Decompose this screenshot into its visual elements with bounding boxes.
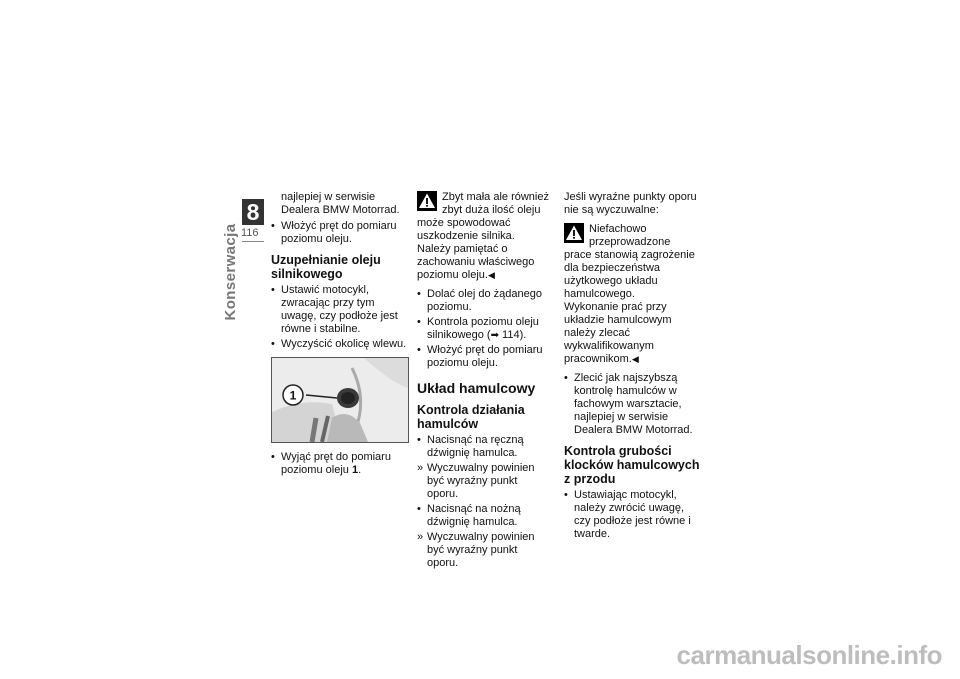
step-list [271, 451, 409, 477]
figure-reference: 1 [351, 464, 359, 476]
step-add-oil: • Dolać olej do żądanego poziomu. [417, 288, 551, 314]
page-reference[interactable]: 114). [498, 329, 527, 341]
step-remove-end: . [358, 464, 362, 476]
heading-fill-oil: Uzupełnianie oleju silnikowego [271, 253, 381, 281]
step-clean-filler: • Wyczyścić okolicę wlewu. [271, 338, 409, 351]
step-list [417, 434, 551, 570]
end-mark-icon: ◀ [487, 270, 495, 280]
column-1 [271, 191, 409, 482]
warning-oil-level [417, 191, 551, 282]
step-remove-text: Wyjąć pręt do pomiaru poziomu oleju [281, 451, 391, 476]
end-mark-icon: ◀ [631, 354, 639, 364]
warning-icon [564, 223, 584, 243]
column-2 [417, 191, 551, 575]
heading-brake-function-check: Kontrola działania hamulców [417, 403, 525, 431]
column-3 [564, 191, 700, 546]
warning-icon [417, 191, 437, 211]
result-foot-brake: » Wyczuwalny powinien być wyraźny punkt oporu. [417, 531, 551, 570]
continued-paragraph: najlepiej w serwisie Dealera BMW Motorrad. [281, 191, 400, 216]
step-list [417, 288, 551, 370]
figure-callout-1: 1 [289, 388, 297, 403]
step-list [564, 489, 700, 541]
warning-text: Zbyt mała ale również zbyt duża ilość oleju może spowodować uszkodzenie silnika. Należy pamiętać o zachowaniu właściwego poziomu oleju. [417, 191, 549, 281]
watermark-text: carmanualsonline.info [676, 640, 942, 670]
step-stand-motorcycle-2: • Ustawiając motocykl, należy zwrócić uwagę, czy podłoże jest równe i twarde. [564, 489, 700, 541]
page-number: 116 [241, 227, 259, 239]
warning-brake-work [564, 223, 700, 366]
step-insert-dipstick: • Włożyć pręt do pomiaru poziomu oleju. [271, 220, 409, 246]
step-stand-motorcycle: • Ustawić motocykl, zwracając przy tym uwagę, czy podłoże jest równe i stabilne. [271, 284, 409, 336]
step-foot-brake: • Nacisnąć na nożną dźwignię hamulca. [417, 503, 551, 529]
chapter-side-title: Konserwacja [222, 223, 239, 321]
warning-text: Niefachowo przeprowadzone prace stanowią zagrożenie dla bezpieczeństwa użytkowego układu hamulcowego. [564, 223, 695, 300]
step-list [271, 220, 409, 246]
result-hand-brake: » Wyczuwalny powinien być wyraźny punkt oporu. [417, 462, 551, 501]
chapter-number-badge: 8 [242, 199, 264, 225]
step-check-oil-level [417, 316, 551, 342]
page-number-rule [242, 241, 264, 242]
step-workshop-check: • Zlecić jak najszybszą kontrolę hamulców w fachowym warsztacie, najlepiej w serwisie Dealera BMW Motorrad. [564, 372, 700, 437]
step-insert-dipstick-2: • Włożyć pręt do pomiaru poziomu oleju. [417, 344, 551, 370]
warning-text-2: Wykonanie prać przy układzie hamulcowym należy zlecać wykwalifikowanym pracownikom. [564, 301, 672, 365]
step-remove-dipstick [271, 451, 409, 477]
arrow-right-icon: ➡ [490, 330, 499, 341]
dipstick-illustration [272, 358, 408, 442]
heading-front-pad-thickness: Kontrola grubości klocków hamulcowych z przodu [564, 444, 700, 486]
dipstick-figure [271, 357, 409, 443]
intro-paragraph: Jeśli wyraźne punkty oporu nie są wyczuwalne: [564, 191, 697, 216]
heading-brake-system: Układ hamulcowy [417, 380, 536, 396]
step-check-text: Kontrola poziomu oleju silnikowego ( [427, 316, 539, 341]
step-hand-brake: • Nacisnąć na ręczną dźwignię hamulca. [417, 434, 551, 460]
step-list [271, 284, 409, 351]
step-list [564, 372, 700, 437]
